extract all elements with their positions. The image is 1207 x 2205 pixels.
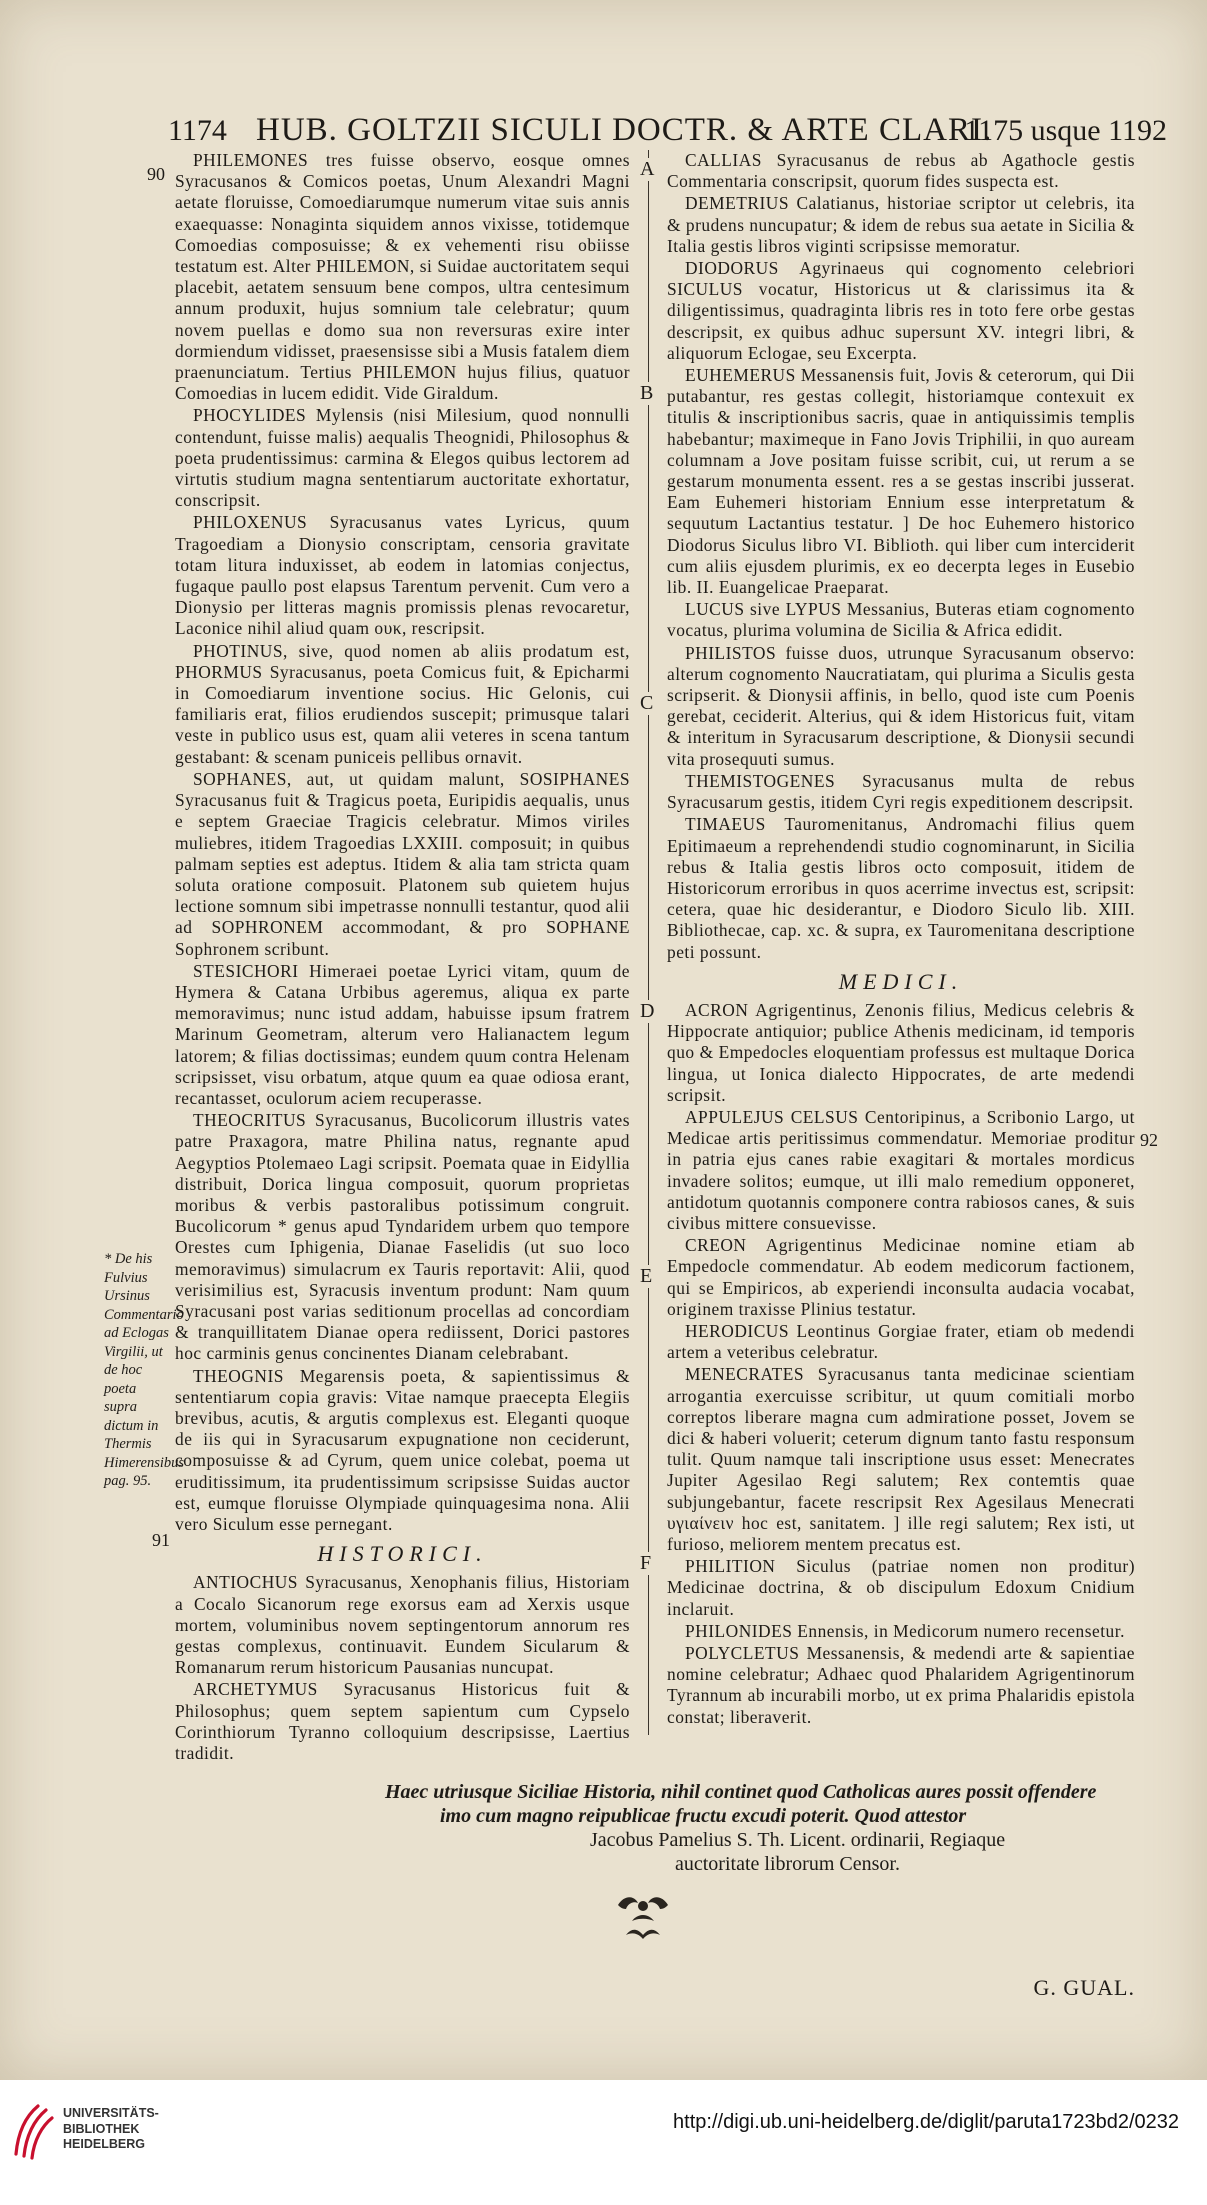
entry-appulejus: APPULEJUS CELSUS Centoripinus, a Scribonio Largo, ut Medicae artis peritissimus commendatur. Memoriae proditur in patria ejus canes rabie exagitari & mortales mordicus invadere solitos; eumque, ut illi malo remedium opponeret, antidotum quotannis componere contra rabiosos canes, & suis civibus mittere consuevisse. bbox=[667, 1106, 1135, 1233]
viewer-footer bbox=[0, 2080, 1207, 2205]
entry-demetrius: DEMETRIUS Calatianus, historiae scriptor ut celebris, ita & prudens nuncupatur; & idem de rebus sua aetate in Sicilia & Italia gestis libros viginti scripsisse memoratur. bbox=[667, 193, 1135, 256]
column-marker-a: A bbox=[640, 158, 655, 180]
column-range: 1175 usque 1192 bbox=[964, 114, 1167, 147]
entry-timaeus: TIMAEUS Tauromenitanus, Andromachi filius quem Epitimaeum a reprehendendi studio cognominarunt, in Sicilia rebus & Italia gestis libros octo composuit, itidem de Historicorum erroribus in quos acerrime invectus est, scripsit: cetera, quae hic desiderantur, e Diodoro Siculo lib. XIII. Bibliothecae, cap. xc. & supra, ex Tauromenitana descriptione peti possunt. bbox=[667, 814, 1135, 962]
entry-antiochus: ANTIOCHUS Syracusanus, Xenophanis filius, Historiam a Cocalo Sicanorum rege exorsus eam ad Xerxis usque mortem, voluminibus novem septingentorum annorum res gestas complexus, continuavit. Eundem Sicularum & Romanarum rerum historicum Pausanias nuncupat. bbox=[175, 1572, 630, 1678]
running-title: HUB. GOLTZII SICULI DOCTR. & ARTE CLARI. bbox=[256, 112, 993, 148]
entry-themistogenes: THEMISTOGENES Syracusanus multa de rebus Syracusarum gestis, itidem Cyri regis expeditionem descripsit. bbox=[667, 770, 1135, 813]
censor-line-4: auctoritate librorum Censor. bbox=[675, 1853, 900, 1875]
censor-line-1: Haec utriusque Siciliae Historia, nihil continet quod Catholicas aures possit offendere bbox=[385, 1781, 1097, 1803]
permalink-url[interactable]: http://digi.ub.uni-heidelberg.de/diglit/paruta1723bd2/0232 bbox=[673, 2111, 1179, 2133]
entry-acron: ACRON Agrigentinus, Zenonis filius, Medicus celebris & Hippocrate antiquior; publice Athenis medicinam, id temporis quo & Empedocles eloquentiam professus est multaque Dorica lingua, ut Ionica dialecto Hippocrates, de arte medendi scripsit. bbox=[667, 999, 1135, 1105]
margin-number-92: 92 bbox=[1140, 1130, 1158, 1150]
catchword: G. GUAL. bbox=[1033, 1975, 1135, 2000]
column-marker-b: B bbox=[640, 382, 654, 404]
margin-number-90: 90 bbox=[147, 164, 165, 184]
entry-menecrates: MENECRATES Syracusanus tanta medicinae scientiam arrogantia exercuisse scribitur, ut quum comitiali morbo correptos liberare magna cum admiratione posset, Jovem se dici & haberi voluerit; ceterum dignum tanto fastu responsum tulit. Quum namque tali inscriptione usus esset: Menecrates Jupiter Agesilao Regi salutem; Rex contemtis quae subjungebantur, facete rescripsit Rex Agesilaus Menecrati υγιαίνειν hoc est, sanitatem. ] ille regi salutem; Rex isti, ut furioso, meliorem mentem precatus est. bbox=[667, 1364, 1135, 1554]
entry-euhemerus: EUHEMERUS Messanensis fuit, Jovis & ceterorum, qui Dii putabantur, res gestas collegit, historiamque contexuit ex titulis & inscriptionibus sacris, quae in antiquissimis templis habebantur; maximeque in Fano Jovis Triphilii, in quo auream columnam a Jove positam fuisse scribit, cui, ut rerum a se gestarum monumenta essent. res a se gestas inscribi jusserat. Eam Euhemeri historiam Ennium esse interpretatum & sequutum Lactantius testatur. ] De hoc Euhemero historico Diodorus Siculus libro VI. Biblioth. qui liber cum interciderit cum aliis ejusdem plurimis, ex eo decerpta leges in Eusebio lib. II. Euangelicae Praeparat. bbox=[667, 365, 1135, 598]
entry-callias: CALLIAS Syracusanus de rebus ab Agathocle gestis Commentaria conscripsit, quorum fides suspecta est. bbox=[667, 150, 1135, 192]
entry-sophanes: SOPHANES, aut, ut quidam malunt, SOSIPHANES Syracusanus fuit & Tragicus poeta, Euripidis aequalis, unus e septem Graeciae Tragicis celebratur. Mimos viriles muliebres, itidem Tragoedias LXXIII. composuit; in quibus palmam septies est adeptus. Itidem & alia tam stricta quam soluta oratione composuit. Platonem sub quietem hujus lectione somnum sibi impetrasse nonnulli testantur, quod alii ad SOPHRONEM accommodant, & pro SOPHANE Sophronem scribunt. bbox=[175, 768, 630, 959]
page-number: 1174 bbox=[168, 114, 227, 147]
entry-polycletus: POLYCLETUS Messanensis, & medendi arte & sapientiae nomine celebratur; Adhaec quod Phalaridem Agrigentinorum Tyrannum ab incurabili morbo, ut ex prima Phalaridis epistola constat; liberaverit. bbox=[667, 1643, 1135, 1727]
censor-line-3: Jacobus Pamelius S. Th. Licent. ordinarii, Regiaque bbox=[590, 1829, 1006, 1851]
entry-photinus: PHOTINUS, sive, quod nomen ab aliis prodatum est, PHORMUS Syracusanus, poeta Comicus fuit, & Epicharmi in Comoediarum inventione socius. Hic Gelonis, cui familiaris erat, filios erudiendos suscepit; primusque talari veste in publico usus est, quam alii veteres in scena tantum gestabant: & scenam puniceis pellibus ornavit. bbox=[175, 640, 630, 767]
section-heading-medici: MEDICI. bbox=[838, 968, 964, 994]
column-marker-e: E bbox=[640, 1265, 653, 1287]
right-column bbox=[667, 150, 1135, 1729]
entry-philemones: PHILEMONES tres fuisse observo, eosque omnes Syracusanos & Comicos poetas, Unum Alexandri Magni aetate floruisse, Comoediarumque numerum vitae suis annis exaequasse: Nonaginta siquidem annos vixisse, totidemque Comoedias composuisse; & ex vehementi risu obiisse testatum est. Alter PHILEMON, si Suidae auctoritatem sequi placebit, aetatem sensuum bene compos, ultra centesimum annum produxit, hujus somnium tale celebratur; quum novem puellas e domo sua non reversuras exire inter dormiendum vidisset, praesensisse sibi a Musis fatalem diem praenunciatum. Tertius PHILEMON hujus filius, quatuor Comoedias in lucem edidit. Vide Giraldum. bbox=[175, 150, 630, 404]
left-column bbox=[175, 150, 630, 1765]
column-marker-f: F bbox=[640, 1552, 652, 1574]
section-heading-historici: HISTORICI. bbox=[317, 1541, 488, 1567]
printer-ornament-icon bbox=[612, 1895, 674, 1943]
university-library-logo-icon bbox=[12, 2102, 54, 2160]
entry-herodicus: HERODICUS Leontinus Gorgiae frater, etiam ob medendi artem a veteribus celebratur. bbox=[667, 1320, 1135, 1363]
column-marker-d: D bbox=[640, 1000, 655, 1022]
running-header bbox=[168, 108, 1167, 148]
margin-number-91: 91 bbox=[152, 1530, 170, 1550]
marginal-note: * De his Fulvius Ursinus Commentario ad Eclogas Virgilii, ut de hoc poeta supra dictum in Thermis Himerensibus pag. 95. bbox=[104, 1251, 185, 1489]
entry-philoxenus: PHILOXENUS Syracusanus vates Lyricus, quum Tragoediam a Dionysio conscriptam, censoria gravitate totam litura induxisset, ab eodem in latomias conjectus, fugaque paullo post elapsus Tarentum pervenit. Cum vero a Dionysio per litteras magnis promissis plenas revocaretur, Laconice nihil aliud quam ουκ, rescripsit. bbox=[175, 512, 630, 639]
entry-lucus: LUCUS sive LYPUS Messanius, Buteras etiam cognomento vocatus, plurima volumina de Sicilia & Africa edidit. bbox=[667, 599, 1135, 641]
entry-philonides: PHILONIDES Ennensis, in Medicorum numero recensetur. bbox=[685, 1620, 1125, 1641]
censor-line-2: imo cum magno reipublicae fructu excudi poterit. Quod attestor bbox=[440, 1805, 967, 1827]
entry-phocylides: PHOCYLIDES Mylensis (nisi Milesium, quod nonnulli contendunt, fuisse malis) aequalis Theognidi, Philosophus & poeta prudentissimus: carmina & Elegos quibus lectorem ad virtutis studium magna sententiarum auctoritate exhortatur, conscripsit. bbox=[175, 405, 630, 511]
entry-theocritus: THEOCRITUS Syracusanus, Bucolicorum illustris vates patre Praxagora, matre Philina natus, regnante apud Aegyptios Ptolemaeo Lagi scripsit. Poemata quae in Eidyllia distribuit, Dorica lingua composuit, quorum proprietas moribus & verbis pastoralibus potissimum congruit. Bucolicorum * genus apud Tyndaridem urbem quo tempore Orestes cum Iphigenia, Dianae Faselidis (ut suo loco memoravimus) simulacrum ex Tauris reportavit: Alii, quod verisimilius est, Syracusis inventum produnt: Nam quum Syracusani post varias seditionum procellas ad concordiam & tranquillitatem Dianae opera rediissent, Dorici pastores hoc carminis genus concinentes Dianam celebrabant. bbox=[175, 1110, 630, 1364]
entry-theognis: THEOGNIS Megarensis poeta, & sapientissimus & sententiarum copia gravis: Vitae namque praecepta Elegiis brevibus, acutis, & argutis complexus est. Eleganti quoque de iis qui in Syracusarum expugnatione non ceciderunt, composuisse & ad Cyrum, quem unice colebat, poema ut eruditissimum, ita prudentissimum scripsisse Suidas auctor est, eumque floruisse Olympiade quinquagesima nona. Alii vero Siculum esse pernegant. bbox=[175, 1365, 630, 1534]
column-marker-c: C bbox=[640, 692, 654, 714]
entry-philition: PHILITION Siculus (patriae nomen non proditur) Medicinae doctrina, & ob discipulum Edoxum Cnidium inclaruit. bbox=[667, 1556, 1135, 1619]
library-name: UNIVERSITÄTS- BIBLIOTHEK HEIDELBERG bbox=[63, 2106, 159, 2151]
entry-creon: CREON Agrigentinus Medicinae nomine etiam ab Empedocle commendatur. Ab eodem medicorum factionem, qui se Empiricos, ab experiendi inconsulta audacia vocabat, originem traxisse Plinius testatur. bbox=[667, 1235, 1135, 1319]
entry-diodorus: DIODORUS Agyrinaeus qui cognomento celebriori SICULUS vocatur, Historicus ut & clarissimus ita & diligentissimus, quadraginta libris res in toto fere orbe gestas descripsit, ex quibus adhuc supersunt XV. integri libri, & aliquorum Eclogae, seu Excerpta. bbox=[667, 258, 1135, 363]
censor-approbation bbox=[385, 1780, 1135, 1876]
entry-archetymus: ARCHETYMUS Syracusanus Historicus fuit & Philosophus; quem septem sapientum cum Cypselo Corinthiorum Tyranno colloquium descripsisse, Laertius tradidit. bbox=[175, 1679, 630, 1764]
entry-philistos: PHILISTOS fuisse duos, utrunque Syracusanum observo: alterum cognomento Naucratiatam, qui plurima a Siculis gesta scripserit. & Dionysii affinis, in bello, quod iste cum Poenis gerebat, ceciderit. Alterius, qui & idem Historicus fuit, vitam & interitum in Syracusarum descriptione, & Dionysii secundi vita prosequuti sumus. bbox=[667, 642, 1135, 769]
entry-stesichorus: STESICHORI Himeraei poetae Lyrici vitam, quum de Hymera & Catana Urbibus ageremus, aliqua ex parte memoravimus; nunc istud addam, habuisse ipsum fratrem Marinum Geometram, alterum vero Halianactem legum latorem; & filias doctissimas; eundem quum contra Helenam scripsisset, visu orbatum, atque quum ea quae odiosa erant, recantasset, oculorum aciem recuperasse. bbox=[175, 960, 630, 1108]
